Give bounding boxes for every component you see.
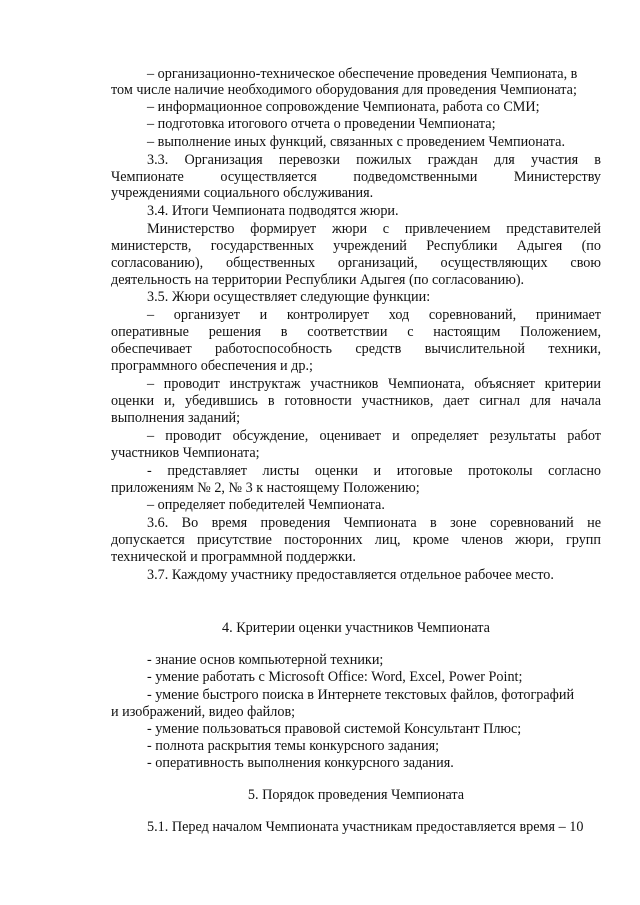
text-line: 3.7. Каждому участнику предоставляется отдельное рабочее место. <box>147 567 554 583</box>
list-item: - умение работать с Microsoft Office: Word, Excel, Power Point; <box>147 669 523 685</box>
text-line: оценки и, убедившись в готовности участников, дает сигнал для начала <box>111 393 601 409</box>
text-line: министерств, государственных учреждений Республики Адыгея (по <box>111 238 601 254</box>
text-line: – проводит инструктаж участников Чемпионата, объясняет критерии <box>147 376 601 392</box>
text-line: 3.5. Жюри осуществляет следующие функции: <box>147 289 431 305</box>
text-line: – организационно-техническое обеспечение проведения Чемпионата, в <box>147 66 578 82</box>
text-line: – организует и контролирует ход соревнований, принимает <box>147 307 601 323</box>
text-line: – проводит обсуждение, оценивает и определяет результаты работ <box>147 428 601 444</box>
text-line: 5.1. Перед началом Чемпионата участникам предоставляется время – 10 <box>147 819 584 835</box>
text-line: деятельность на территории Республики Адыгея (по согласованию). <box>111 272 525 288</box>
text-line: – определяет победителей Чемпионата. <box>147 497 385 513</box>
text-line: учреждениями социального обслуживания. <box>111 185 374 201</box>
text-line: допускается присутствие посторонних лиц, кроме членов жюри, групп <box>111 532 601 548</box>
section-heading: 5. Порядок проведения Чемпионата <box>247 787 465 803</box>
text-line: Чемпионате осуществляется подведомственными Министерству <box>111 169 601 185</box>
text-line: том числе наличие необходимого оборудования для проведения Чемпионата; <box>111 82 577 98</box>
text-line: – информационное сопровождение Чемпионата, работа со СМИ; <box>147 99 540 115</box>
list-item: - оперативность выполнения конкурсного задания. <box>147 755 454 771</box>
text-line: согласованию), общественных организаций, осуществляющих свою <box>111 255 601 271</box>
text-line: - представляет листы оценки и итоговые протоколы согласно <box>147 463 601 479</box>
list-item: - полнота раскрытия темы конкурсного задания; <box>147 738 440 754</box>
text-line: приложениям № 2, № 3 к настоящему Положению; <box>111 480 420 496</box>
text-line: участников Чемпионата; <box>111 445 260 461</box>
list-item: - знание основ компьютерной техники; <box>147 652 384 668</box>
text-line: программного обеспечения и др.; <box>111 358 313 374</box>
list-item: - умение пользоваться правовой системой Консультант Плюс; <box>147 721 522 737</box>
text-line: и изображений, видео файлов; <box>111 704 296 720</box>
text-line: 3.3. Организация перевозки пожилых граждан для участия в <box>147 152 601 168</box>
text-line: 3.6. Во время проведения Чемпионата в зоне соревнований не <box>147 515 601 531</box>
text-line: – подготовка итогового отчета о проведении Чемпионата; <box>147 116 496 132</box>
text-line: оперативные решения в соответствии с настоящим Положением, <box>111 324 601 340</box>
text-line: – выполнение иных функций, связанных с проведением Чемпионата. <box>147 134 565 150</box>
list-item: - умение быстрого поиска в Интернете текстовых файлов, фотографий <box>147 687 575 703</box>
section-heading: 4. Критерии оценки участников Чемпионата <box>222 620 490 636</box>
text-line: 3.4. Итоги Чемпионата подводятся жюри. <box>147 203 399 219</box>
text-line: Министерство формирует жюри с привлечением представителей <box>147 221 601 237</box>
text-line: технической и программной поддержки. <box>111 549 356 565</box>
text-line: выполнения заданий; <box>111 410 241 426</box>
text-line: обеспечивает работоспособность средств вычислительной техники, <box>111 341 601 357</box>
